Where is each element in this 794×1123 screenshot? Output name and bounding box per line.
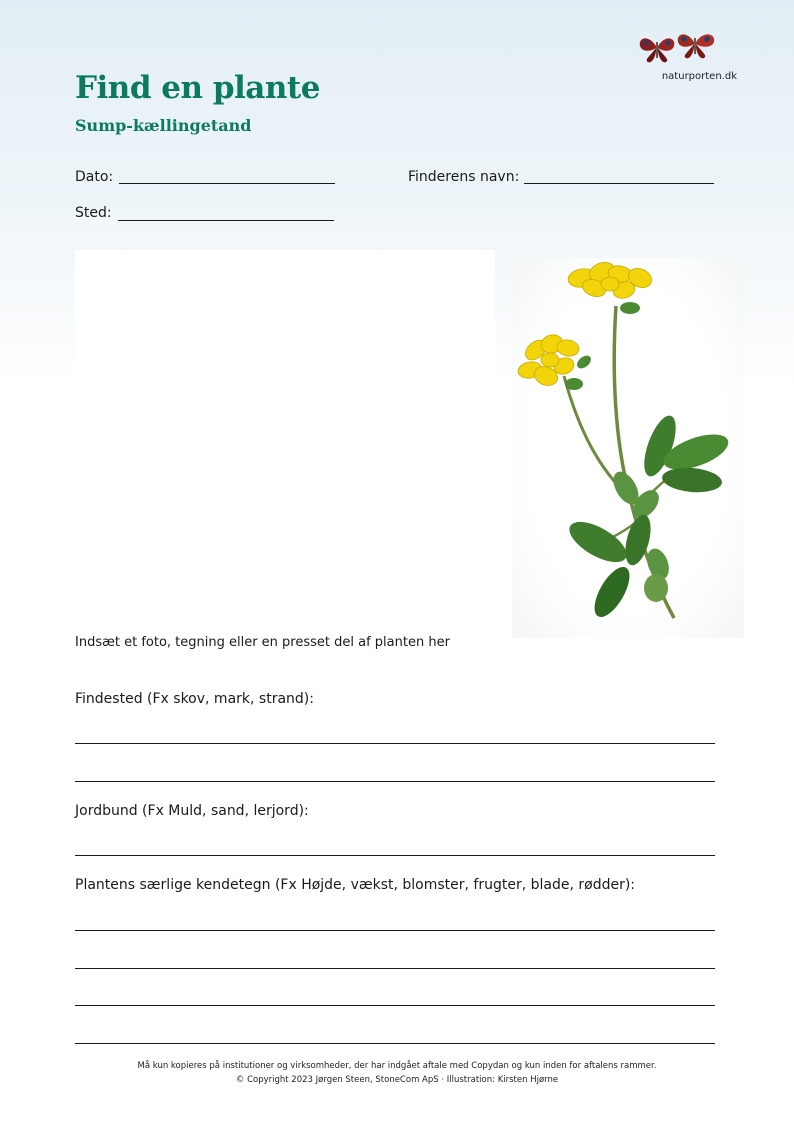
write-line[interactable] xyxy=(75,1005,715,1006)
write-line[interactable] xyxy=(75,930,715,931)
brand-name: naturporten.dk xyxy=(661,71,737,82)
write-line[interactable] xyxy=(75,968,715,969)
finder-label: Finderens navn: xyxy=(408,169,520,185)
photo-note: Indsæt et foto, tegning eller en presset del af planten her xyxy=(75,635,450,650)
photo-box[interactable] xyxy=(75,250,495,620)
section-label-soil: Jordbund (Fx Muld, sand, lerjord): xyxy=(75,803,309,819)
page-title: Find en plante xyxy=(75,70,320,106)
page-subtitle: Sump-kællingetand xyxy=(75,116,252,135)
place-label: Sted: xyxy=(75,205,112,221)
date-label: Dato: xyxy=(75,169,114,185)
butterfly-icon xyxy=(632,26,722,66)
place-field[interactable] xyxy=(118,220,334,221)
write-line[interactable] xyxy=(75,781,715,782)
write-line[interactable] xyxy=(75,855,715,856)
plant-illustration xyxy=(512,258,744,638)
write-line[interactable] xyxy=(75,743,715,744)
footer-copyright: © Copyright 2023 Jørgen Steen, StoneCom ApS · Illustration: Kirsten Hjørne xyxy=(235,1075,559,1085)
write-line[interactable] xyxy=(75,1043,715,1044)
finder-field[interactable] xyxy=(524,183,714,184)
footer-license: Må kun kopieres på institutioner og virksomheder, der har indgået aftale med Copydan og kun inden for aftalens rammer. xyxy=(137,1061,657,1071)
date-field[interactable] xyxy=(119,183,335,184)
section-label-features: Plantens særlige kendetegn (Fx Højde, vækst, blomster, frugter, blade, rødder): xyxy=(75,877,636,893)
section-label-location: Findested (Fx skov, mark, strand): xyxy=(75,691,314,707)
